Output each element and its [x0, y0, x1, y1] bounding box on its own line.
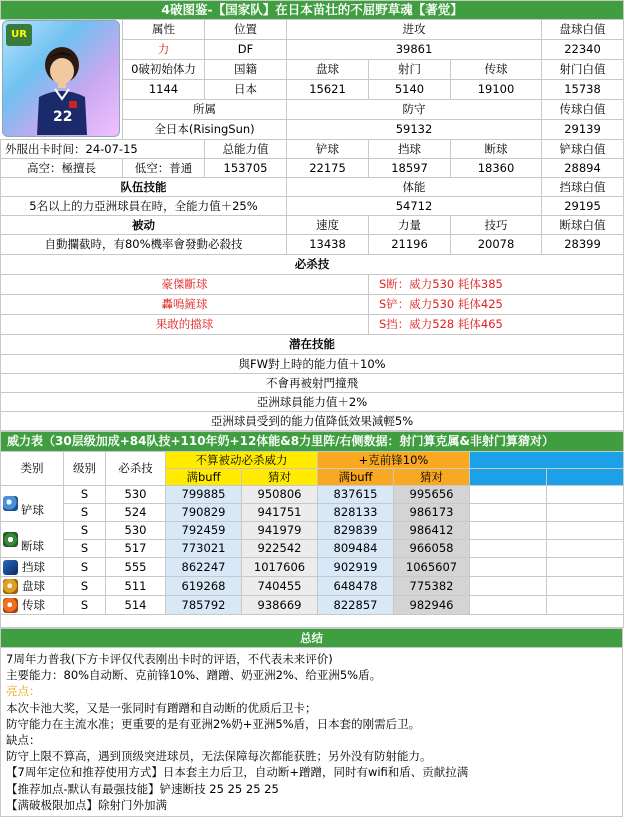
label-passive: 被动 — [1, 216, 287, 235]
value-dribble-base: 22340 — [542, 40, 624, 60]
value-full-fw: 829839 — [318, 522, 394, 540]
label-pass-base: 传球白值 — [542, 100, 624, 120]
label-pos: 位置 — [205, 20, 287, 40]
summary-line: 本次卡池大奖，又是一张同时有蹭蹭和自动断的优质后卫卡； — [6, 700, 317, 715]
empty-cell — [470, 486, 547, 504]
value-guess-fw: 1065607 — [394, 558, 470, 577]
level: S — [64, 504, 106, 522]
header-skill: 必杀技 — [106, 452, 166, 486]
value-guess: 740455 — [242, 577, 318, 596]
summary-line: 7周年力普我(下方卡评仅代表刚出卡时的评语，不代表未来评价) — [6, 652, 333, 666]
value-pos: DF — [205, 40, 287, 60]
header-guess: 猜对 — [394, 469, 470, 486]
type-label: 铲球 — [21, 503, 44, 518]
value-full-fw: 648478 — [318, 577, 394, 596]
value-shoot: 5140 — [369, 80, 451, 100]
tackle-icon — [3, 496, 18, 511]
label-attr: 属性 — [123, 20, 205, 40]
level: S — [64, 596, 106, 615]
skill-power: 530 — [106, 522, 166, 540]
value-stamina2: 54712 — [287, 197, 542, 216]
empty-cell — [470, 504, 547, 522]
release-date: 外服出卡时间：24-07-15 — [1, 140, 205, 159]
header-level: 级别 — [64, 452, 106, 486]
value-guess: 1017606 — [242, 558, 318, 577]
value-team-skill: 5名以上的力亞洲球員在時，全能力值＋25% — [1, 197, 287, 216]
value-total: 153705 — [205, 159, 287, 178]
latent-item: 亞洲球員受到的能力值降低效果減輕5% — [1, 412, 624, 431]
type-cut — [1, 522, 64, 558]
value-full: 619268 — [166, 577, 242, 596]
special-move-stat: S挡：威力528 耗体465 — [369, 315, 624, 335]
label-technique: 技巧 — [451, 216, 542, 235]
label-team-skill: 队伍技能 — [1, 178, 287, 197]
level: S — [64, 522, 106, 540]
header-blank — [470, 452, 624, 469]
value-guess-fw: 995656 — [394, 486, 470, 504]
value-full: 792459 — [166, 522, 242, 540]
summary-line: 防守能力在主流水准；更重要的是有亚洲2%奶+亚洲5%盾，日本套的刚需后卫。 — [6, 716, 421, 731]
value-guess: 950806 — [242, 486, 318, 504]
header-full-buff: 满buff — [318, 469, 394, 486]
skill-power: 514 — [106, 596, 166, 615]
label-stamina: 0破初始体力 — [123, 60, 205, 80]
empty-cell — [547, 577, 624, 596]
type-label: 断球 — [21, 539, 44, 554]
level: S — [64, 540, 106, 558]
empty-cell — [470, 540, 547, 558]
special-move-name: 豪傑斷球 — [1, 275, 369, 295]
block-icon — [3, 560, 18, 575]
latent-item: 不會再被射門撞飛 — [1, 374, 624, 393]
empty-cell — [547, 558, 624, 577]
skill-power: 524 — [106, 504, 166, 522]
special-move-stat: S断：威力530 耗体385 — [369, 275, 624, 295]
latent-item: 與FW對上時的能力值＋10% — [1, 355, 624, 374]
value-guess: 938669 — [242, 596, 318, 615]
type-pass — [1, 596, 64, 615]
summary-table — [0, 628, 623, 817]
value-tackle-base: 28894 — [542, 159, 624, 178]
value-power: 21196 — [369, 235, 451, 255]
value-pass-base: 29139 — [542, 120, 624, 140]
high-aerial: 高空：極擅長 — [1, 159, 123, 178]
summary-body — [1, 648, 623, 817]
level: S — [64, 577, 106, 596]
label-defense: 防守 — [287, 100, 542, 120]
latent-item: 亞洲球員能力值＋2% — [1, 393, 624, 412]
header-guess: 猜对 — [242, 469, 318, 486]
summary-highlight-label: 亮点： — [6, 684, 41, 699]
power-title: 威力表（30层级加成+84队技+110年奶+12体能&8力里阵/右侧数据：射门算克属&非射门算猜对） — [1, 432, 624, 452]
label-total: 总能力值 — [205, 140, 287, 159]
label-cut-base: 断球白值 — [542, 216, 624, 235]
type-label: 挡球 — [22, 559, 45, 574]
label-power: 力量 — [369, 216, 451, 235]
value-full-fw: 837615 — [318, 486, 394, 504]
label-pass: 传球 — [451, 60, 542, 80]
label-tackle: 铲球 — [287, 140, 369, 159]
label-nation: 国籍 — [205, 60, 287, 80]
value-full-fw: 902919 — [318, 558, 394, 577]
empty-cell — [547, 504, 624, 522]
empty-cell — [470, 577, 547, 596]
value-guess-fw: 986412 — [394, 522, 470, 540]
spacer-row — [1, 615, 624, 628]
label-attack: 进攻 — [287, 20, 542, 40]
value-speed: 13438 — [287, 235, 369, 255]
empty-cell — [470, 522, 547, 540]
value-block-base: 29195 — [542, 197, 624, 216]
value-stamina: 1144 — [123, 80, 205, 100]
label-speed: 速度 — [287, 216, 369, 235]
value-cut: 18360 — [451, 159, 542, 178]
type-label: 传球 — [22, 597, 45, 612]
value-shoot-base: 15738 — [542, 80, 624, 100]
type-tackle — [1, 486, 64, 522]
header-blank — [547, 469, 624, 486]
value-attr: 力 — [123, 40, 205, 60]
value-full-fw: 822857 — [318, 596, 394, 615]
player-portrait-icon — [25, 41, 99, 135]
value-attack: 39861 — [287, 40, 542, 60]
value-nation: 日本 — [205, 80, 287, 100]
label-block: 挡球 — [369, 140, 451, 159]
type-label: 盘球 — [22, 578, 45, 593]
label-cut: 断球 — [451, 140, 542, 159]
ur-badge: UR — [6, 24, 32, 46]
empty-cell — [470, 596, 547, 615]
level: S — [64, 558, 106, 577]
label-dribble: 盘球 — [287, 60, 369, 80]
label-shoot: 射门 — [369, 60, 451, 80]
summary-line: 【7周年定位和推荐使用方式】日本套主力后卫，自动断+蹭蹭，同时有wifi和盾、贡献拉满 — [6, 765, 469, 780]
value-guess-fw: 966058 — [394, 540, 470, 558]
svg-text:22: 22 — [53, 109, 73, 125]
empty-cell — [547, 522, 624, 540]
type-block — [1, 558, 64, 577]
power-table — [0, 431, 624, 628]
value-full-fw: 809484 — [318, 540, 394, 558]
value-full: 862247 — [166, 558, 242, 577]
value-technique: 20078 — [451, 235, 542, 255]
summary-line: 缺点： — [6, 733, 41, 748]
value-dribble: 15621 — [287, 80, 369, 100]
header-group-fw: +克前锋10% — [318, 452, 470, 469]
type-dribble — [1, 577, 64, 596]
value-full: 773021 — [166, 540, 242, 558]
header-group-base: 不算被动必杀威力 — [166, 452, 318, 469]
summary-line: 【推荐加点-默认有最强技能】铲速断技 25 25 25 25 — [6, 781, 279, 796]
pass-icon — [3, 598, 18, 613]
empty-cell — [547, 486, 624, 504]
special-title: 必杀技 — [1, 255, 624, 275]
latent-title: 潜在技能 — [1, 335, 624, 355]
page-title: 4破图鉴-【国家队】在日本苗壮的不屈野草魂【著觉】 — [1, 1, 624, 20]
value-pass: 19100 — [451, 80, 542, 100]
skill-power: 517 — [106, 540, 166, 558]
value-cut-base: 28399 — [542, 235, 624, 255]
label-dribble-base: 盘球白值 — [542, 20, 624, 40]
summary-line: 防守上限不算高，遇到顶级突进球员，无法保障每次都能获胜；另外没有防射能力。 — [6, 749, 432, 764]
value-defense: 59132 — [287, 120, 542, 140]
value-block: 18597 — [369, 159, 451, 178]
skill-power: 555 — [106, 558, 166, 577]
special-move-name: 轟鳴鏟球 — [1, 295, 369, 315]
value-full-fw: 828133 — [318, 504, 394, 522]
low-aerial: 低空：普通 — [123, 159, 205, 178]
special-move-name: 果敢的擋球 — [1, 315, 369, 335]
label-stamina2: 体能 — [287, 178, 542, 197]
value-full: 790829 — [166, 504, 242, 522]
empty-cell — [547, 540, 624, 558]
label-tackle-base: 铲球白值 — [542, 140, 624, 159]
skill-power: 511 — [106, 577, 166, 596]
value-team: 全日本(RisingSun) — [123, 120, 287, 140]
value-full: 799885 — [166, 486, 242, 504]
value-guess: 922542 — [242, 540, 318, 558]
summary-title: 总结 — [1, 629, 623, 648]
value-full: 785792 — [166, 596, 242, 615]
empty-cell — [470, 558, 547, 577]
value-guess-fw: 986173 — [394, 504, 470, 522]
special-move-stat: S铲：威力530 耗体425 — [369, 295, 624, 315]
label-team: 所属 — [123, 100, 287, 120]
summary-line: 主要能力：80%自动断、克前锋10%、蹭蹭、奶亚洲2%、给亚洲5%盾。 — [6, 668, 382, 683]
level: S — [64, 486, 106, 504]
interception-icon — [3, 532, 18, 547]
skill-power: 530 — [106, 486, 166, 504]
dribble-icon — [3, 579, 18, 594]
header-full-buff: 满buff — [166, 469, 242, 486]
label-shoot-base: 射门白值 — [542, 60, 624, 80]
value-guess: 941751 — [242, 504, 318, 522]
header-type: 类别 — [1, 452, 64, 486]
value-passive: 自動攔截時，有80%機率會發動必殺技 — [1, 235, 287, 255]
summary-line: 【满破极限加点】除射门外加满 — [6, 797, 167, 812]
value-guess-fw: 775382 — [394, 577, 470, 596]
header-blank — [470, 469, 547, 486]
label-block-base: 挡球白值 — [542, 178, 624, 197]
value-guess-fw: 982946 — [394, 596, 470, 615]
value-tackle: 22175 — [287, 159, 369, 178]
empty-cell — [547, 596, 624, 615]
value-guess: 941979 — [242, 522, 318, 540]
player-card-image — [2, 20, 120, 137]
